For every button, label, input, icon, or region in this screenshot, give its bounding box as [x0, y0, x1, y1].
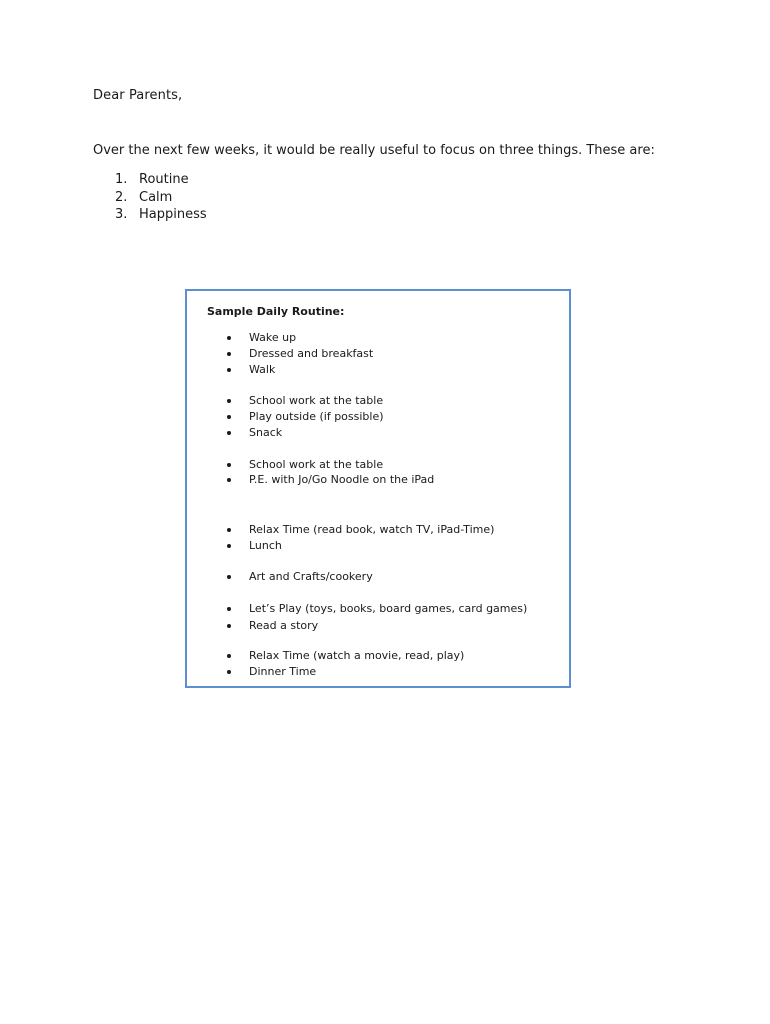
routine-item	[227, 347, 373, 360]
bullet-icon	[227, 654, 231, 658]
list-item-label: Happiness	[139, 207, 207, 222]
bullet-icon	[227, 670, 231, 674]
bullet-icon	[227, 607, 231, 611]
routine-item-label: Dressed and breakfast	[249, 347, 374, 360]
bullet-icon	[227, 368, 231, 372]
routine-item	[227, 426, 282, 439]
routine-item-label: School work at the table	[249, 458, 384, 471]
routine-item	[227, 649, 464, 662]
routine-item-label: Lunch	[249, 539, 282, 552]
list-item	[115, 189, 207, 207]
routine-item-label: Read a story	[249, 619, 319, 632]
routine-item	[227, 619, 318, 632]
bullet-icon	[227, 544, 231, 548]
routine-item-label: Walk	[249, 363, 276, 376]
routine-item-label: Relax Time (watch a movie, read, play)	[249, 649, 465, 662]
routine-item	[227, 458, 383, 471]
routine-item	[227, 602, 527, 615]
routine-title: Sample Daily Routine:	[207, 305, 345, 318]
routine-item	[227, 394, 383, 407]
bullet-icon	[227, 528, 231, 532]
bullet-icon	[227, 575, 231, 579]
routine-item-label: Relax Time (read book, watch TV, iPad-Time)	[249, 523, 495, 536]
bullet-icon	[227, 336, 231, 340]
bullet-icon	[227, 624, 231, 628]
routine-item-label: Snack	[249, 426, 283, 439]
routine-item	[227, 410, 384, 423]
list-number: 3.	[115, 207, 128, 222]
list-item-label: Calm	[139, 189, 173, 205]
intro-paragraph: Over the next few weeks, it would be really useful to focus on three things. These are:	[93, 143, 655, 158]
routine-item	[227, 665, 316, 678]
sample-routine-box	[185, 289, 571, 688]
routine-item	[227, 331, 296, 344]
routine-item	[227, 539, 282, 552]
bullet-icon	[227, 399, 231, 403]
routine-item	[227, 523, 494, 536]
routine-item-label: P.E. with Jo/Go Noodle on the iPad	[249, 473, 435, 486]
list-number: 2.	[115, 189, 128, 205]
list-number: 1.	[115, 172, 128, 187]
routine-item	[227, 363, 275, 376]
list-item-label: Routine	[139, 172, 189, 187]
list-item	[115, 206, 207, 224]
bullet-icon	[227, 431, 231, 435]
bullet-icon	[227, 463, 231, 467]
routine-item-label: Wake up	[249, 331, 297, 344]
routine-item	[227, 473, 434, 486]
bullet-icon	[227, 352, 231, 356]
routine-item-label: Play outside (if possible)	[249, 410, 384, 423]
routine-item-label: Art and Crafts/cookery	[249, 570, 373, 583]
bullet-icon	[227, 415, 231, 419]
routine-item-label: Dinner Time	[249, 665, 317, 678]
routine-item	[227, 570, 373, 583]
focus-list	[115, 171, 207, 224]
salutation: Dear Parents,	[93, 88, 183, 103]
routine-item-label: School work at the table	[249, 394, 384, 407]
bullet-icon	[227, 478, 231, 482]
routine-item-label: Let’s Play (toys, books, board games, card games)	[249, 602, 528, 615]
list-item	[115, 171, 207, 189]
